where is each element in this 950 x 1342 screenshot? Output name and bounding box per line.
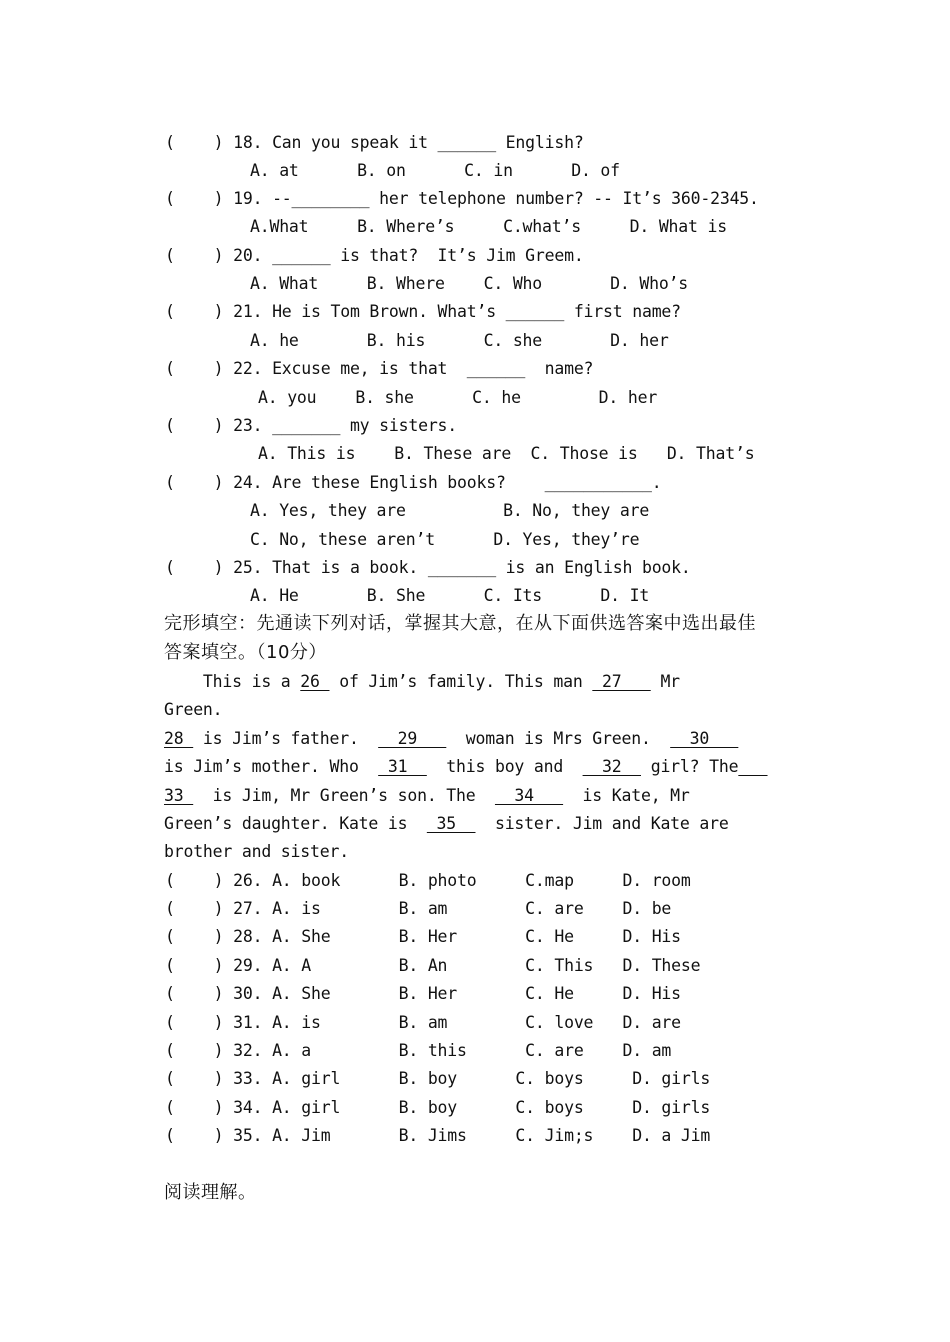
question-23-options: A. This is B. These are C. Those is D. That’s (258, 444, 755, 463)
cloze-option-35: ( ) 35. A. Jim B. Jims C. Jim;s D. a Jim (165, 1126, 711, 1145)
passage-text: this boy and (426, 757, 583, 776)
cloze-heading-line-2: 答案填空。（10分） (164, 642, 327, 663)
passage-text: of Jim’s family. This man (329, 672, 593, 691)
cloze-passage-line-3 (164, 729, 738, 749)
cloze-option-34: ( ) 34. A. girl B. boy C. boys D. girls (165, 1098, 711, 1117)
passage-text: is Jim’s mother. Who (164, 757, 379, 776)
question-20: ( ) 20. ______ is that? It’s Jim Greem. (165, 246, 584, 265)
question-23: ( ) 23. _______ my sisters. (165, 416, 458, 435)
blank-30: 30 (670, 729, 739, 748)
cloze-passage-line-1 (164, 672, 680, 692)
cloze-option-33: ( ) 33. A. girl B. boy C. boys D. girls (165, 1069, 711, 1088)
blank-35: 35 (426, 814, 476, 833)
blank-28: 28 (164, 729, 194, 748)
reading-heading: 阅读理解。 (164, 1182, 257, 1203)
cloze-passage-line-5 (164, 786, 690, 806)
blank-trailing (738, 757, 767, 776)
cloze-option-27: ( ) 27. A. is B. am C. are D. be (165, 899, 672, 918)
cloze-option-30: ( ) 30. A. She B. Her C. He D. His (165, 984, 681, 1003)
question-18: ( ) 18. Can you speak it ______ English? (165, 133, 584, 152)
question-21-options: A. he B. his C. she D. her (250, 331, 669, 350)
blank-32: 32 (582, 757, 641, 776)
cloze-option-31: ( ) 31. A. is B. am C. love D. are (165, 1013, 681, 1032)
blank-34: 34 (494, 786, 564, 805)
question-25: ( ) 25. That is a book. _______ is an English book. (165, 558, 691, 577)
passage-text: is Jim, Mr Green’s son. The (193, 786, 495, 805)
cloze-passage-line-2: Green. (164, 700, 223, 719)
passage-text: is Kate, Mr (563, 786, 690, 805)
question-24-options-row-2: C. No, these aren’t D. Yes, they’re (250, 530, 640, 549)
question-18-options: A. at B. on C. in D. of (250, 161, 620, 180)
question-22: ( ) 22. Excuse me, is that ______ name? (165, 359, 594, 378)
cloze-passage-line-7: brother and sister. (164, 842, 349, 861)
passage-text: Green’s daughter. Kate is (164, 814, 427, 833)
cloze-heading-line-1: 完形填空：先通读下列对话，掌握其大意，在从下面供选答案中选出最佳 (164, 613, 756, 634)
question-20-options: A. What B. Where C. Who D. Who’s (250, 274, 689, 293)
blank-33: 33 (164, 786, 194, 805)
passage-text: Mr (650, 672, 680, 691)
question-19: ( ) 19. --________ her telephone number? -- It’s 360-2345. (165, 189, 759, 208)
question-25-options: A. He B. She C. Its D. It (250, 586, 650, 605)
cloze-option-29: ( ) 29. A. A B. An C. This D. These (165, 956, 701, 975)
blank-27: 27 (592, 672, 651, 691)
passage-text: sister. Jim and Kate are (475, 814, 729, 833)
blank-26: 26 (300, 672, 330, 691)
passage-text: is Jim’s father. (193, 729, 379, 748)
question-24-options-row-1: A. Yes, they are B. No, they are (250, 501, 650, 520)
blank-29: 29 (378, 729, 447, 748)
passage-text: This is a (164, 672, 301, 691)
question-22-options: A. you B. she C. he D. her (258, 388, 658, 407)
cloze-option-26: ( ) 26. A. book B. photo C.map D. room (165, 871, 691, 890)
cloze-option-28: ( ) 28. A. She B. Her C. He D. His (165, 927, 681, 946)
blank-31: 31 (378, 757, 427, 776)
question-24: ( ) 24. Are these English books? ___________. (165, 473, 662, 492)
cloze-passage-line-6 (164, 814, 729, 834)
cloze-option-32: ( ) 32. A. a B. this C. are D. am (165, 1041, 672, 1060)
passage-text: girl? The (640, 757, 739, 776)
cloze-passage-line-4 (164, 757, 768, 777)
passage-text: woman is Mrs Green. (446, 729, 671, 748)
question-19-options: A.What B. Where’s C.what’s D. What is (250, 217, 727, 236)
question-21: ( ) 21. He is Tom Brown. What’s ______ first name? (165, 302, 681, 321)
